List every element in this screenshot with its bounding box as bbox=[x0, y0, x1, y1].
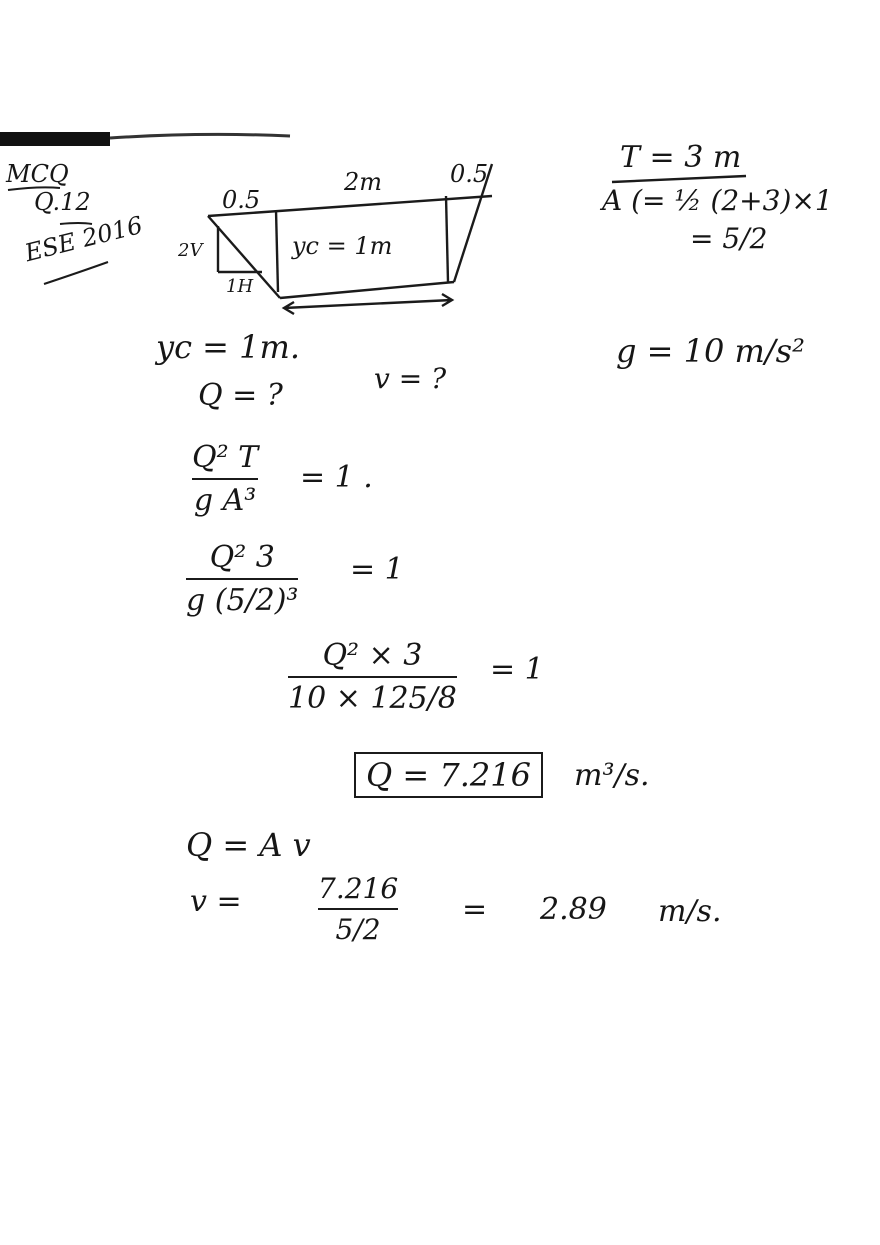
numeric-bar bbox=[288, 676, 457, 678]
scan-edge-streak bbox=[110, 134, 290, 138]
critical-depth-label: yc = 1m bbox=[292, 232, 393, 260]
continuity-equation: Q = A v bbox=[186, 826, 311, 864]
exam-label: ESE 2016 bbox=[22, 210, 146, 268]
discharge-unknown: Q = ? bbox=[198, 378, 283, 413]
discharge-unit: m³/s. bbox=[574, 758, 650, 793]
critical-flow-rhs: = 1 . bbox=[300, 460, 373, 495]
mcq-label: MCQ bbox=[6, 160, 69, 188]
velocity-numerator: 7.216 bbox=[318, 872, 399, 905]
slope-horizontal-label: 1H bbox=[226, 276, 254, 297]
gravity-given: g = 10 m/s² bbox=[616, 332, 805, 370]
ese-underline bbox=[44, 262, 108, 284]
substituted-numerator: Q² 3 bbox=[209, 540, 275, 575]
substituted-fraction bbox=[186, 540, 298, 618]
critical-flow-bar bbox=[192, 478, 258, 480]
velocity-fraction bbox=[318, 872, 398, 946]
critical-flow-denominator: g A³ bbox=[193, 483, 257, 518]
critical-flow-fraction bbox=[192, 440, 258, 518]
top-width-given: T = 3 m bbox=[620, 140, 742, 175]
velocity-bar bbox=[318, 908, 398, 910]
substituted-denominator: g (5/2)³ bbox=[186, 583, 299, 618]
velocity-denominator: 5/2 bbox=[335, 913, 381, 946]
scan-edge-mark bbox=[0, 132, 110, 146]
given-separator bbox=[612, 176, 746, 182]
slope-vertical-label: 2V bbox=[178, 240, 203, 261]
substituted-rhs: = 1 bbox=[350, 552, 404, 587]
substituted-bar bbox=[186, 578, 298, 580]
discharge-answer: Q = 7.216 bbox=[354, 752, 543, 798]
area-result: = 5/2 bbox=[690, 222, 768, 255]
velocity-unit: m/s. bbox=[658, 894, 722, 929]
velocity-answer: 2.89 bbox=[540, 892, 607, 927]
velocity-unknown: v = ? bbox=[374, 362, 447, 395]
top-middle-width: 2m bbox=[344, 168, 383, 196]
numeric-rhs: = 1 bbox=[490, 652, 544, 687]
velocity-label: v = bbox=[190, 884, 242, 919]
velocity-equals: = bbox=[462, 892, 488, 927]
numeric-numerator: Q² × 3 bbox=[322, 638, 423, 673]
critical-depth-statement: yc = 1m. bbox=[156, 328, 301, 366]
top-left-width: 0.5 bbox=[222, 186, 261, 214]
right-divider bbox=[446, 196, 448, 282]
area-formula: A (= ½ (2+3)×1 bbox=[602, 184, 833, 217]
numeric-denominator: 10 × 125/8 bbox=[288, 681, 457, 716]
top-right-width: 0.5 bbox=[450, 160, 489, 188]
critical-flow-numerator: Q² T bbox=[192, 440, 259, 475]
question-number: Q.12 bbox=[34, 188, 91, 216]
numeric-fraction bbox=[288, 638, 457, 716]
left-divider bbox=[276, 210, 278, 292]
